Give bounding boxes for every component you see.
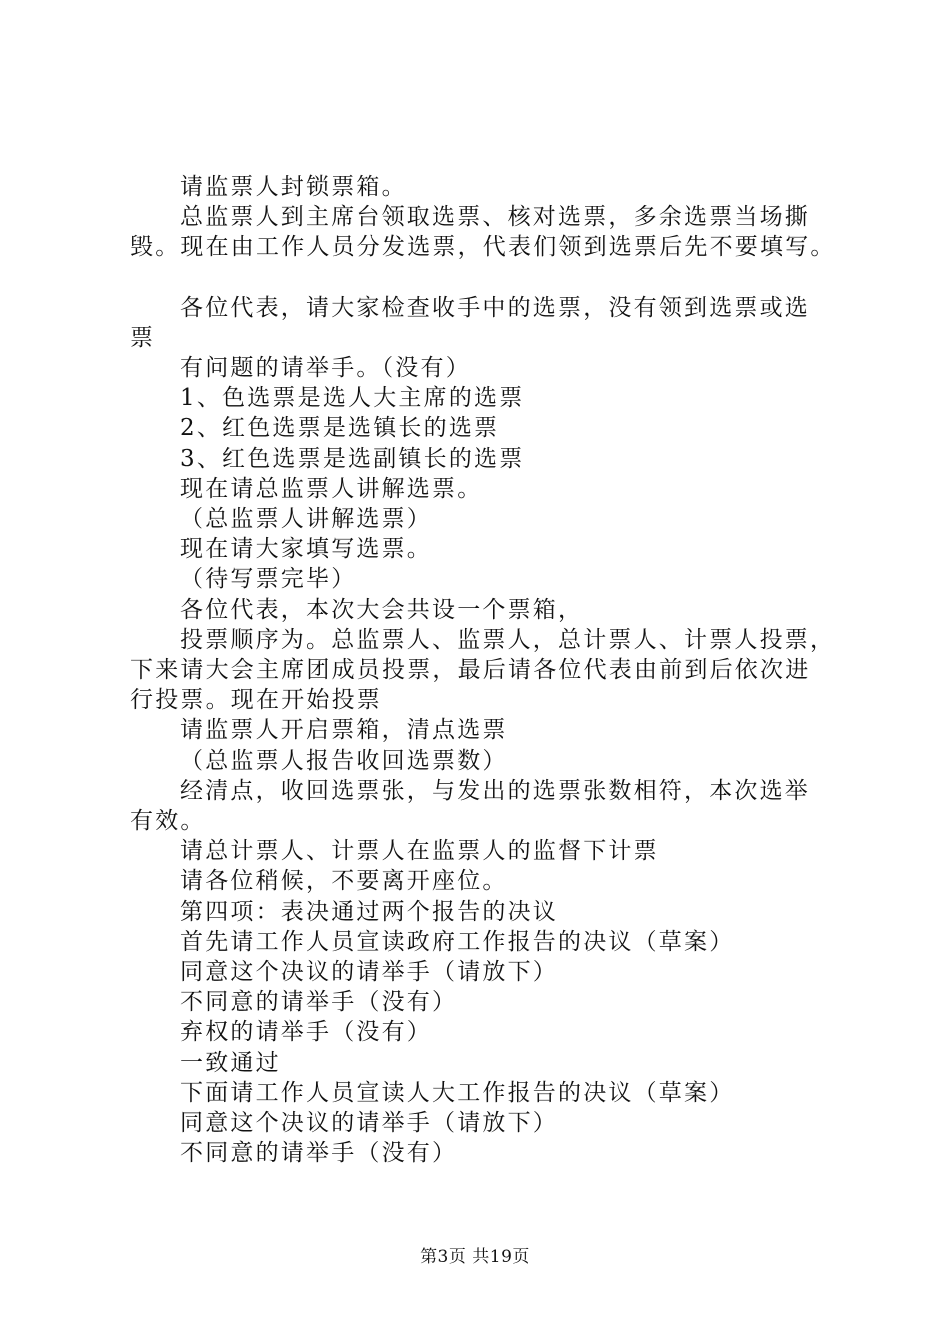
paragraph-line: 经清点，收回选票张，与发出的选票张数相符，本次选举 xyxy=(180,777,810,804)
paragraph-line: 各位代表，本次大会共设一个票箱， xyxy=(180,596,584,623)
paragraph-line: （待写票完毕） xyxy=(180,566,357,593)
paragraph-line: 有问题的请举手。（没有） xyxy=(180,355,471,382)
document-body xyxy=(130,172,850,1169)
paragraph-line: 现在请大家填写选票。 xyxy=(180,536,432,563)
paragraph-line: 不同意的请举手（没有） xyxy=(180,989,458,1016)
paragraph-line: 票 xyxy=(130,324,156,351)
paragraph-line: 同意这个决议的请举手（请放下） xyxy=(180,959,558,986)
paragraph-line: 下来请大会主席团成员投票，最后请各位代表由前到后依次进 xyxy=(130,657,811,684)
blank-line xyxy=(130,263,850,293)
list-item: 1、色选票是选人大主席的选票 xyxy=(180,385,525,412)
section-heading: 第四项：表决通过两个报告的决议 xyxy=(180,898,558,925)
paragraph-line: 行投票。现在开始投票 xyxy=(130,687,382,714)
paragraph-line: 投票顺序为。总监票人、监票人，总计票人、计票人投票， xyxy=(180,626,836,653)
paragraph-line: （总监票人报告收回选票数） xyxy=(180,747,508,774)
paragraph-line: （总监票人讲解选票） xyxy=(180,506,432,533)
paragraph-line: 各位代表，请大家检查收手中的选票，没有领到选票或选 xyxy=(180,294,810,321)
paragraph-line: 同意这个决议的请举手（请放下） xyxy=(180,1110,558,1137)
page-number-footer: 第3页 共19页 xyxy=(420,1247,530,1267)
paragraph-line: 请总计票人、计票人在监票人的监督下计票 xyxy=(180,838,659,865)
paragraph-line: 不同意的请举手（没有） xyxy=(180,1140,458,1167)
paragraph-line: 弃权的请举手（没有） xyxy=(180,1019,432,1046)
paragraph-line: 毁。现在由工作人员分发选票，代表们领到选票后先不要填写。 xyxy=(130,234,836,261)
paragraph-line: 一致通过 xyxy=(180,1049,281,1076)
paragraph-line: 请监票人开启票箱，清点选票 xyxy=(180,717,508,744)
paragraph-line: 总监票人到主席台领取选票、核对选票，多余选票当场撕 xyxy=(180,204,810,231)
paragraph-line: 首先请工作人员宣读政府工作报告的决议（草案） xyxy=(180,928,735,955)
paragraph-line: 下面请工作人员宣读人大工作报告的决议（草案） xyxy=(180,1079,735,1106)
paragraph-line: 请各位稍候，不要离开座位。 xyxy=(180,868,508,895)
list-item: 2、红色选票是选镇长的选票 xyxy=(180,415,500,442)
paragraph-line: 有效。 xyxy=(130,808,206,835)
paragraph-line: 请监票人封锁票箱。 xyxy=(180,174,407,200)
paragraph-line: 现在请总监票人讲解选票。 xyxy=(180,475,483,502)
list-item: 3、红色选票是选副镇长的选票 xyxy=(180,445,525,472)
